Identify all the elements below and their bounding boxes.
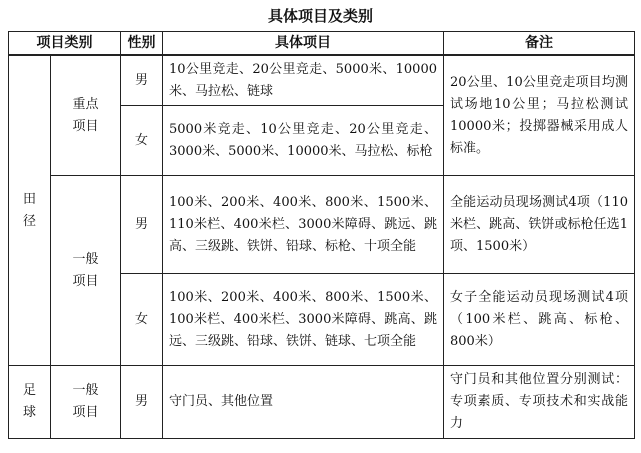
items-cell: 100米、200米、400米、800米、1500米、110米栏、400米栏、3000米障碍、跳远、跳高、三级跳、铁饼、铅球、标枪、十项全能: [163, 176, 444, 274]
items-cell: 100米、200米、400米、800米、1500米、100米栏、400米栏、3000米障碍、跳高、跳远、三级跳、铅球、铁饼、链球、七项全能: [163, 274, 444, 366]
table-row: [9, 55, 635, 106]
header-notes: 备注: [444, 32, 635, 56]
gender-cell: 女: [121, 274, 163, 366]
project-category-table: [8, 31, 635, 439]
table-title: 具体项目及类别: [267, 7, 373, 25]
note-cell: 女子全能运动员现场测试4项（100米栏、跳高、标枪、800米）: [444, 274, 635, 366]
header-gender: 性别: [121, 32, 163, 56]
gender-cell: 男: [121, 176, 163, 274]
subcategory-key-items: 重点 项目: [51, 55, 121, 176]
items-cell: 守门员、其他位置: [163, 366, 444, 439]
items-cell: 10公里竞走、20公里竞走、5000米、10000米、马拉松、链球: [163, 55, 444, 106]
gender-cell: 女: [121, 106, 163, 176]
gender-cell: 男: [121, 55, 163, 106]
gender-cell: 男: [121, 366, 163, 439]
category-football: 足 球: [9, 366, 51, 439]
table-row: [9, 366, 635, 439]
subcategory-general-items: 一般 项目: [51, 176, 121, 366]
header-items: 具体项目: [163, 32, 444, 56]
header-category: 项目类别: [9, 32, 121, 56]
note-cell: 全能运动员现场测试4项（110米栏、跳高、铁饼或标枪任选1项、1500米）: [444, 176, 635, 274]
table-row: [9, 176, 635, 274]
table-header: [9, 32, 635, 56]
category-track-field: 田 径: [9, 55, 51, 366]
note-cell: 守门员和其他位置分别测试：专项素质、专项技术和实战能力: [444, 366, 635, 439]
items-cell: 5000米竞走、10公里竞走、20公里竞走、3000米、5000米、10000米、马拉松、标枪: [163, 106, 444, 176]
note-cell: 20公里、10公里竞走项目均测试场地10公里；马拉松测试10000米；投掷器械采用成人标准。: [444, 55, 635, 176]
subcategory-football-general: 一般 项目: [51, 366, 121, 439]
